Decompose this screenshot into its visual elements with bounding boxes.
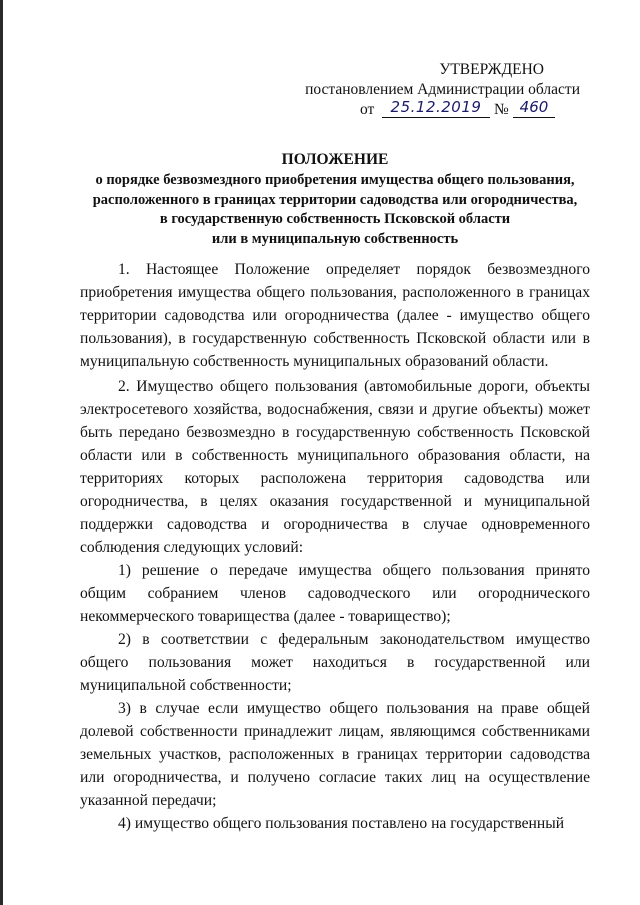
paragraph-5: 3) в случае если имущество общего пользования на праве общей долевой собственности принадлежит лицам, являющимся собственниками земельных участков, расположенных в границах территории садоводства или огородничества, и получено согласие таких лиц на осуществление указанной передачи; [80,700,590,809]
heading-line-2: расположенного в границах территории садоводства или огородничества, [92,191,578,208]
approval-title: УТВЕРЖДЕНО [439,61,544,78]
approval-number: 460 [513,97,555,118]
heading-line-1: о порядке безвозмездного приобретения имущества общего пользования, [95,172,575,188]
approval-line: постановлением Администрации области [305,81,580,98]
paragraph-6: 4) имущество общего пользования поставлено на государственный [118,815,565,832]
heading-line-4: или в муниципальную собственность [211,230,459,247]
scan-edge [0,0,3,905]
approval-reference [300,100,600,122]
date-label: от [360,101,375,118]
approval-stamp [300,60,600,122]
approval-date: 25.12.2019 [382,97,490,118]
paragraph-3: 1) решение о передаче имущества общего пользования принято общим собранием членов садоводческого или огороднического некоммерческого товарищества (далее - товарищество); [80,562,590,625]
number-label: № [494,101,509,118]
document-title: ПОЛОЖЕНИЕ [281,151,389,168]
paragraph-1: 1. Настоящее Положение определяет порядок безвозмездного приобретения имущества общего пользования, расположенного в границах территории садоводства или огородничества (далее - имущество общего пользования), в государственную собственность Псковской области или в муниципальную собственность муниципальных образований области. [80,261,590,370]
document-heading [60,150,610,249]
paragraph-4: 2) в соответствии с федеральным законодательством имущество общего пользования может находиться в государственной или муниципальной собственности; [80,631,590,694]
paragraph-2: 2. Имущество общего пользования (автомобильные дороги, объекты электросетевого хозяйства, водоснабжения, связи и другие объекты) может быть передано безвозмездно в государственную собственность Псковской области или в собственность муниципального образования области, на территориях которых расположена территория садоводства или огородничества, в целях оказания государственной и муниципальной поддержки садоводства и огородничества в случае одновременного соблюдения следующих условий: [80,378,590,556]
document-body [80,258,590,835]
heading-line-3: в государственную собственность Псковской области [159,211,511,227]
